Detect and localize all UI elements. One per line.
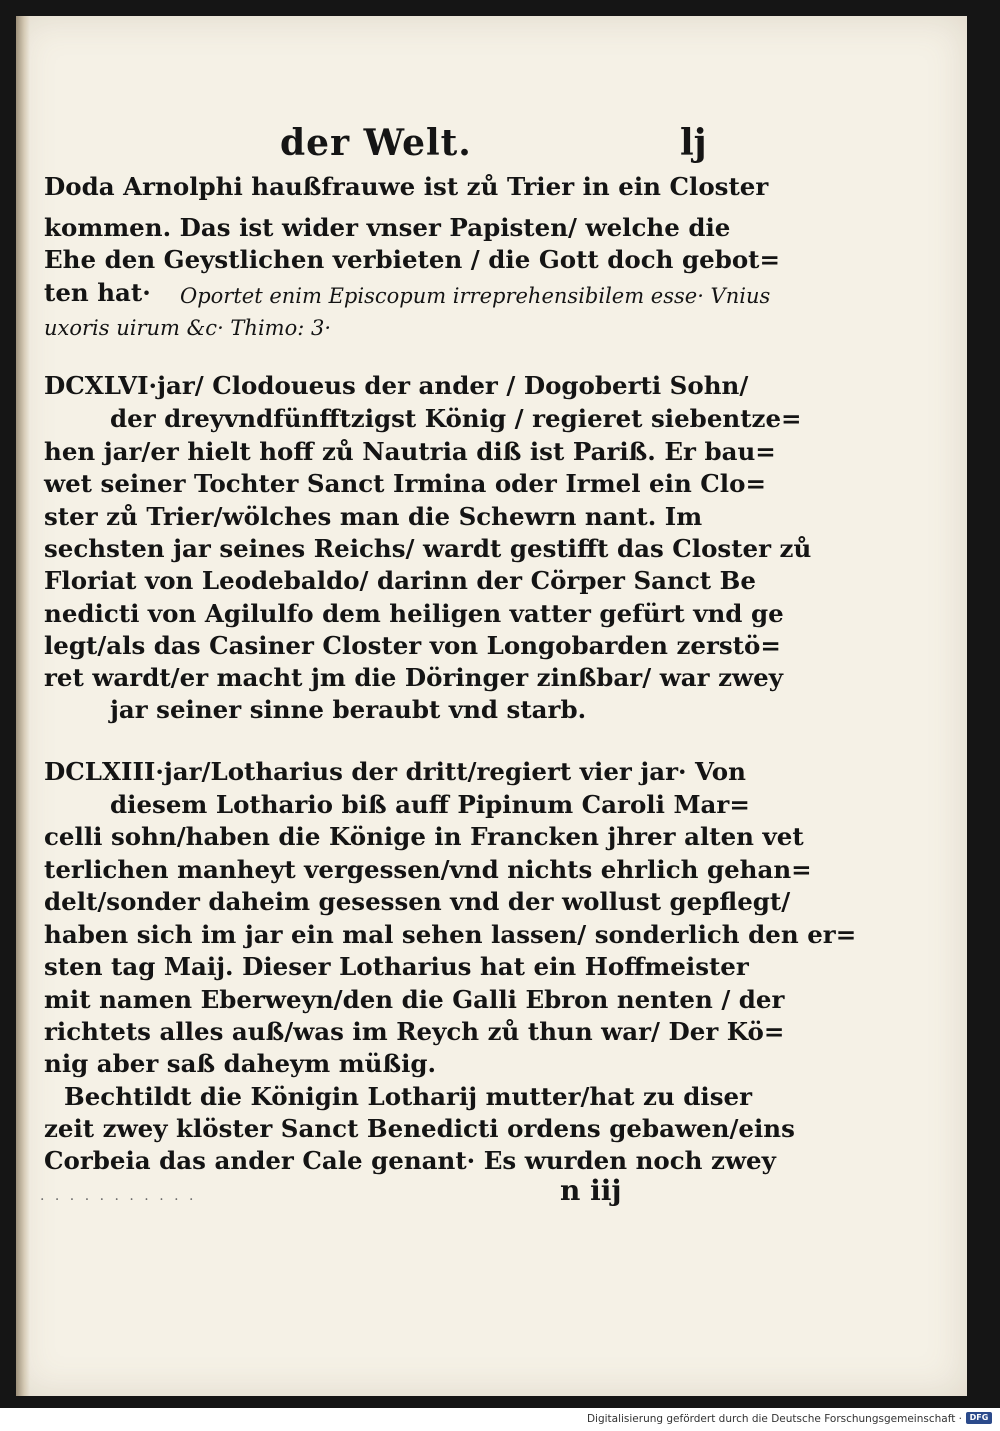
text-line: richtets alles auß/was im Reych zů thun war/ Der Kö=: [44, 1017, 785, 1046]
running-title: der Welt.: [280, 122, 472, 164]
text-line: delt/sonder daheim gesessen vnd der wollust gepflegt/: [44, 887, 791, 916]
folio-number: lj: [680, 122, 707, 164]
text-line: zeit zwey klöster Sanct Benedicti ordens gebawen/eins: [44, 1114, 795, 1143]
text-line: terlichen manheyt vergessen/vnd nichts ehrlich gehan=: [44, 855, 812, 884]
text-line: ten hat·: [44, 278, 151, 307]
dfg-logo: DFG: [966, 1412, 992, 1424]
text-line: Floriat von Leodebaldo/ darinn der Cörper Sanct Be: [44, 566, 756, 595]
text-line: Bechtildt die Königin Lotharij mutter/hat zu diser: [64, 1082, 752, 1111]
text-line: Ehe den Geystlichen verbieten / die Gott doch gebot=: [44, 245, 781, 274]
text-line: der dreyvndfünfftzigst König / regieret siebentze=: [110, 404, 802, 433]
text-line: Corbeia das ander Cale genant· Es wurden noch zwey: [44, 1146, 776, 1175]
text-line: DCLXIII·jar/Lotharius der dritt/regiert vier jar· Von: [44, 757, 746, 786]
text-line: mit namen Eberweyn/den die Galli Ebron nenten / der: [44, 985, 785, 1014]
text-line: nig aber saß daheym müßig.: [44, 1049, 437, 1078]
signature-mark: n iij: [560, 1174, 622, 1207]
bleed-through-marks: · · · · · · · · · · ·: [40, 1192, 197, 1208]
text-line: sechsten jar seines Reichs/ wardt gestifft das Closter zů: [44, 534, 812, 563]
text-line: legt/als das Casiner Closter von Longobarden zerstö=: [44, 631, 781, 660]
text-line: nedicti von Agilulfo dem heiligen vatter gefürt vnd ge: [44, 599, 784, 628]
text-line: diesem Lothario biß auff Pipinum Caroli Mar=: [110, 790, 750, 819]
text-line: haben sich im jar ein mal sehen lassen/ sonderlich den er=: [44, 920, 857, 949]
text-line: jar seiner sinne beraubt vnd starb.: [110, 695, 587, 724]
funding-credit: Digitalisierung gefördert durch die Deutsche Forschungsgemeinschaft ·: [586, 1413, 962, 1425]
page-binding-edge: [16, 16, 30, 1396]
text-line: ster zů Trier/wölches man die Schewrn nant. Im: [44, 502, 703, 531]
text-line: ret wardt/er macht jm die Döringer zinßbar/ war zwey: [44, 663, 783, 692]
text-line: kommen. Das ist wider vnser Papisten/ welche die: [44, 213, 731, 242]
latin-quote: Oportet enim Episcopum irreprehensibilem esse· Vnius: [180, 284, 771, 308]
text-line: DCXLVI·jar/ Clodoueus der ander / Dogoberti Sohn/: [44, 371, 749, 400]
text-line: sten tag Maij. Dieser Lotharius hat ein Hoffmeister: [44, 952, 749, 981]
text-line: hen jar/er hielt hoff zů Nautria diß ist Pariß. Er bau=: [44, 437, 776, 466]
text-line: wet seiner Tochter Sanct Irmina oder Irmel ein Clo=: [44, 469, 766, 498]
text-line: Doda Arnolphi haußfrauwe ist zů Trier in ein Closter: [44, 172, 769, 201]
text-line: uxoris uirum &c· Thimo: 3·: [44, 316, 332, 340]
text-line: celli sohn/haben die Könige in Francken jhrer alten vet: [44, 822, 804, 851]
